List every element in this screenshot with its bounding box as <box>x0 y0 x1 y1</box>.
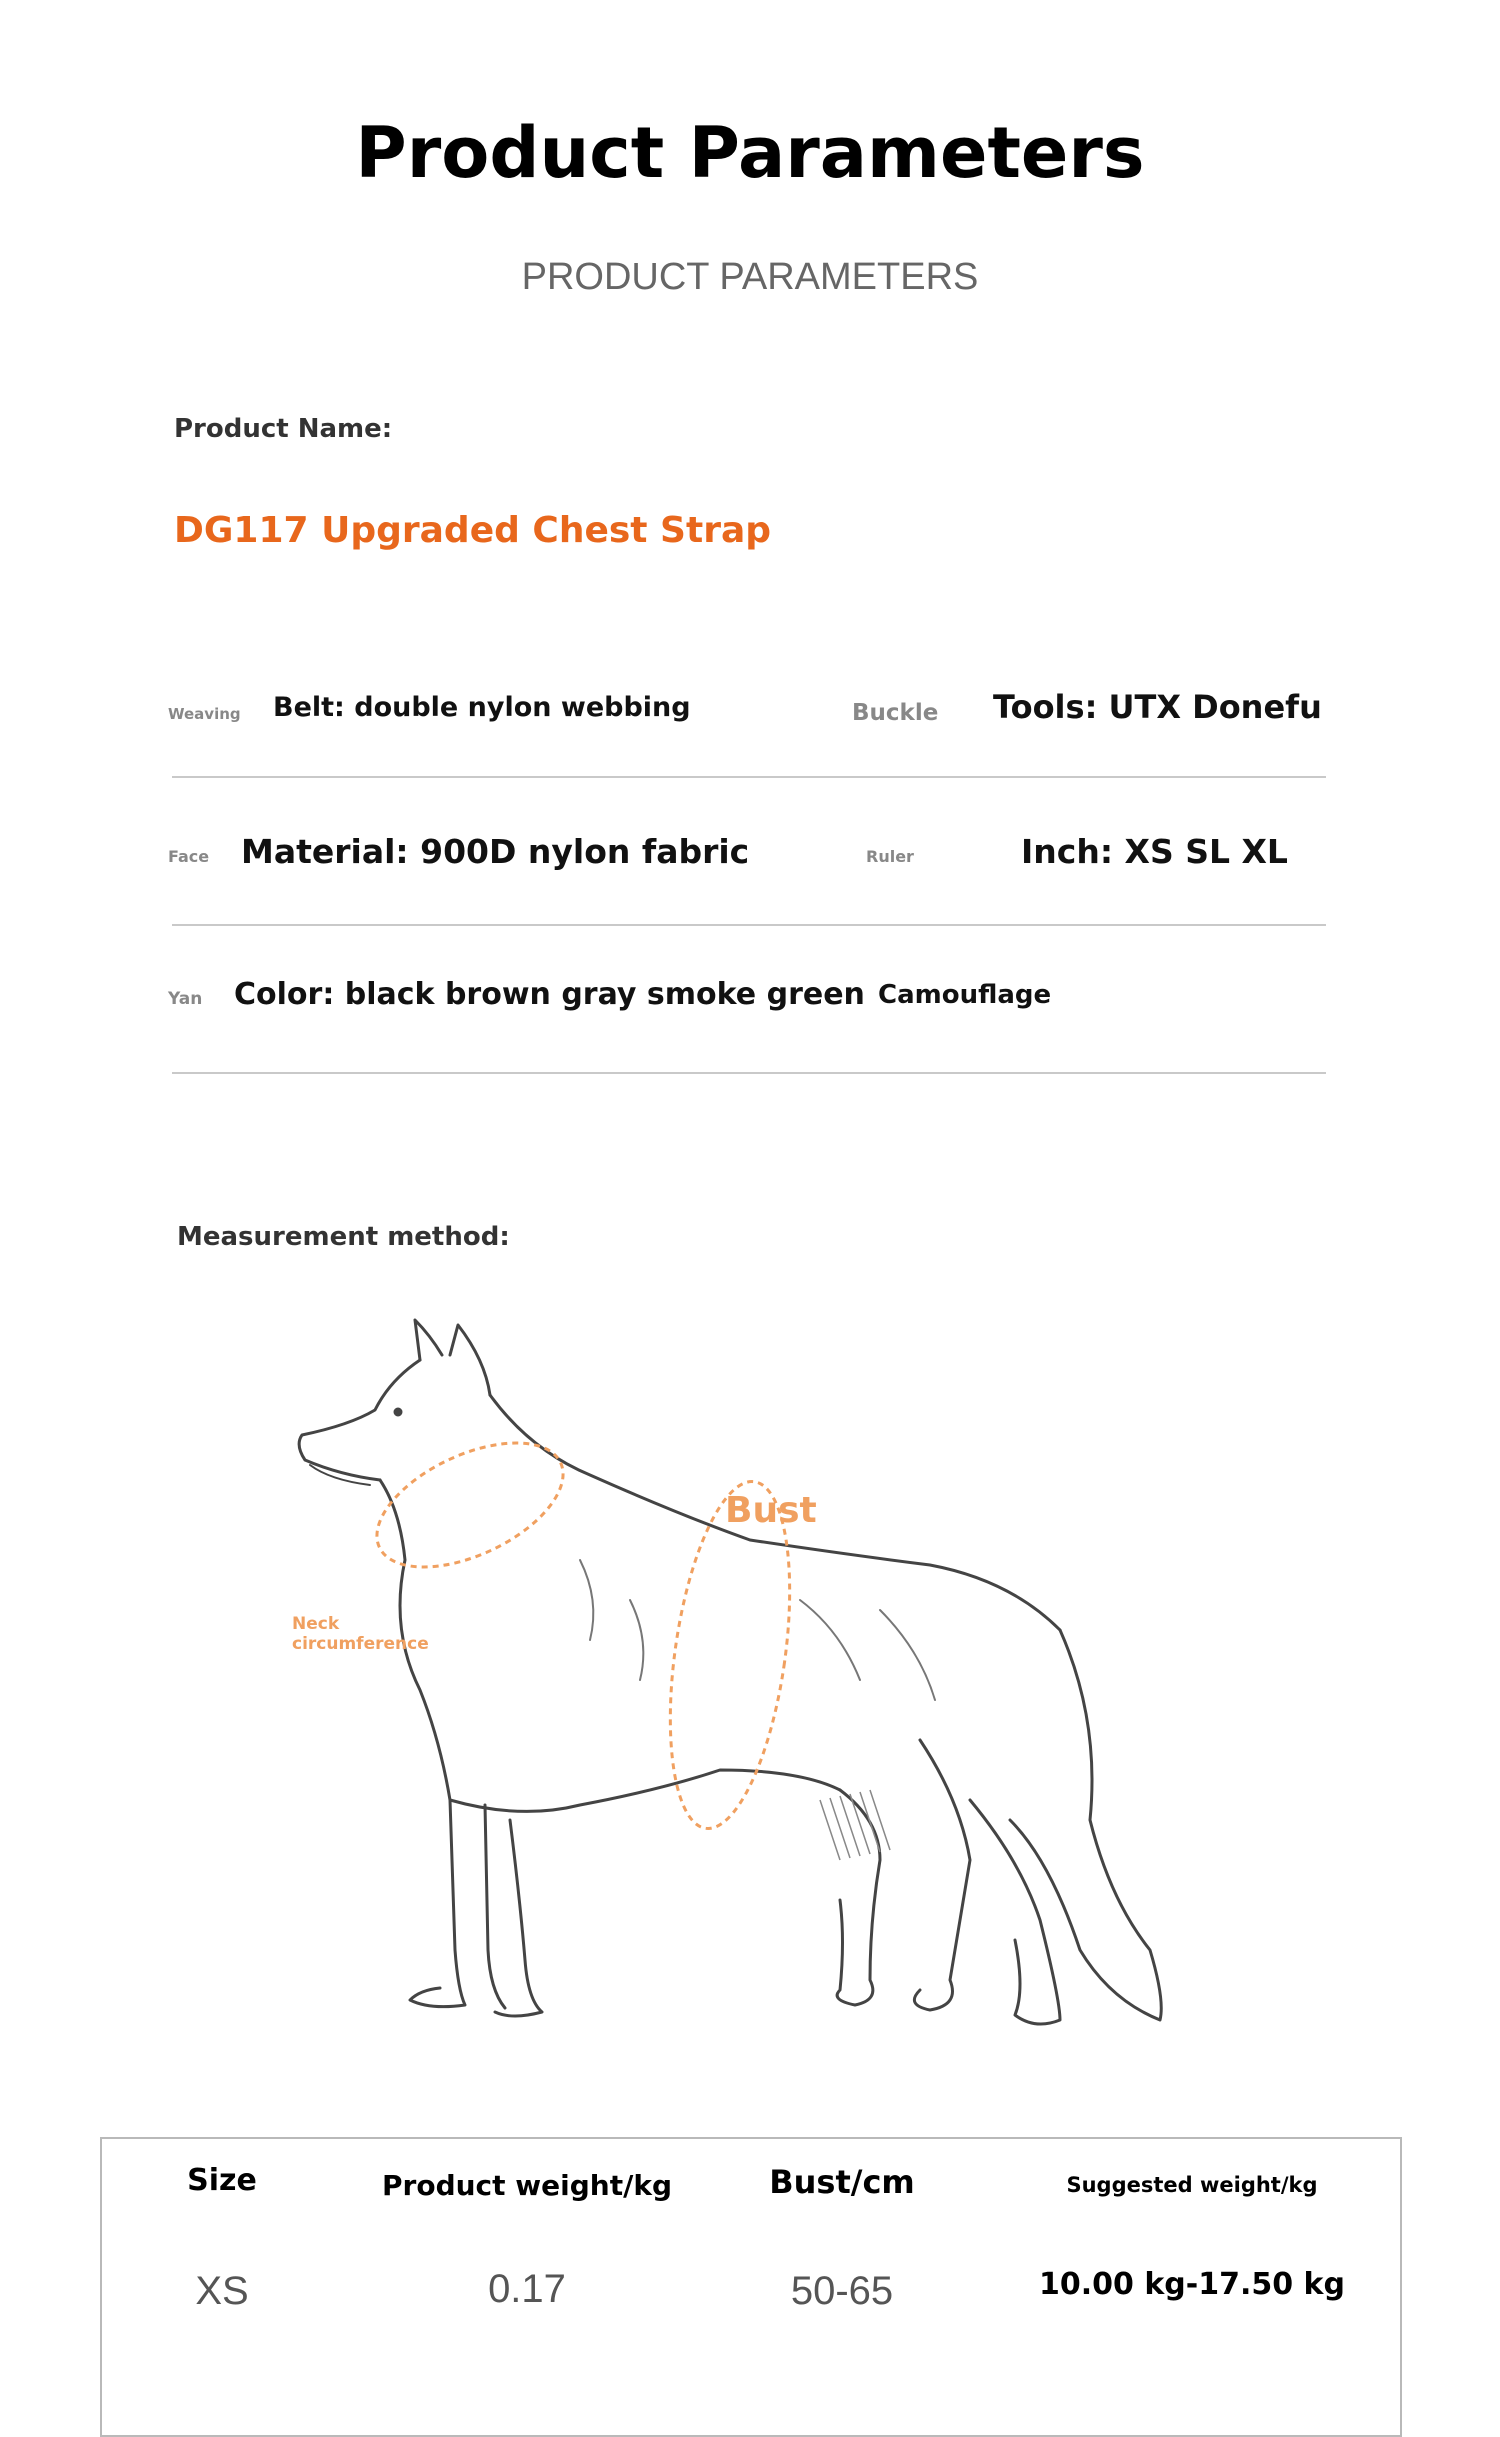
spec-tag-yan: Yan <box>168 989 203 1009</box>
measurement-label: Measurement method: <box>177 1222 510 1252</box>
spec-divider <box>172 1072 1326 1074</box>
spec-value-tools: Tools: UTX Donefu <box>993 688 1322 726</box>
size-header: Size <box>187 2163 257 2198</box>
size-table <box>100 2137 1402 2437</box>
spec-tag-ruler: Ruler <box>866 847 914 866</box>
spec-divider <box>172 924 1326 926</box>
product-name-label: Product Name: <box>174 414 393 444</box>
spec-value-camouflage: Camouflage <box>878 980 1052 1010</box>
spec-tag-face: Face <box>168 847 210 866</box>
bust-label: Bust <box>725 1490 817 1531</box>
product-name-value: DG117 Upgraded Chest Strap <box>174 510 772 551</box>
spec-value-belt: Belt: double nylon webbing <box>273 692 691 723</box>
page-subtitle: PRODUCT PARAMETERS <box>521 256 979 298</box>
suggested-weight-header: Suggested weight/kg <box>1066 2173 1318 2197</box>
table-cell-bust: 50-65 <box>790 2269 894 2313</box>
table-cell-suggested-weight: 10.00 kg-17.50 kg <box>1039 2267 1345 2302</box>
spec-value-color: Color: black brown gray smoke green <box>234 977 865 1012</box>
spec-divider <box>172 776 1326 778</box>
product-weight-header: Product weight/kg <box>382 2169 672 2202</box>
spec-value-material: Material: 900D nylon fabric <box>241 832 750 871</box>
spec-tag-buckle: Buckle <box>852 700 939 726</box>
spec-tag-weaving: Weaving <box>168 705 241 723</box>
page-title: Product Parameters <box>355 112 1145 194</box>
bust-header: Bust/cm <box>769 2163 915 2201</box>
spec-value-inch: Inch: XS SL XL <box>1021 832 1288 871</box>
neck-circumference-label: Neck circumference <box>292 1614 429 1654</box>
table-cell-weight: 0.17 <box>488 2267 566 2311</box>
dog-illustration <box>280 1300 1200 2060</box>
table-cell-size: XS <box>195 2269 249 2313</box>
